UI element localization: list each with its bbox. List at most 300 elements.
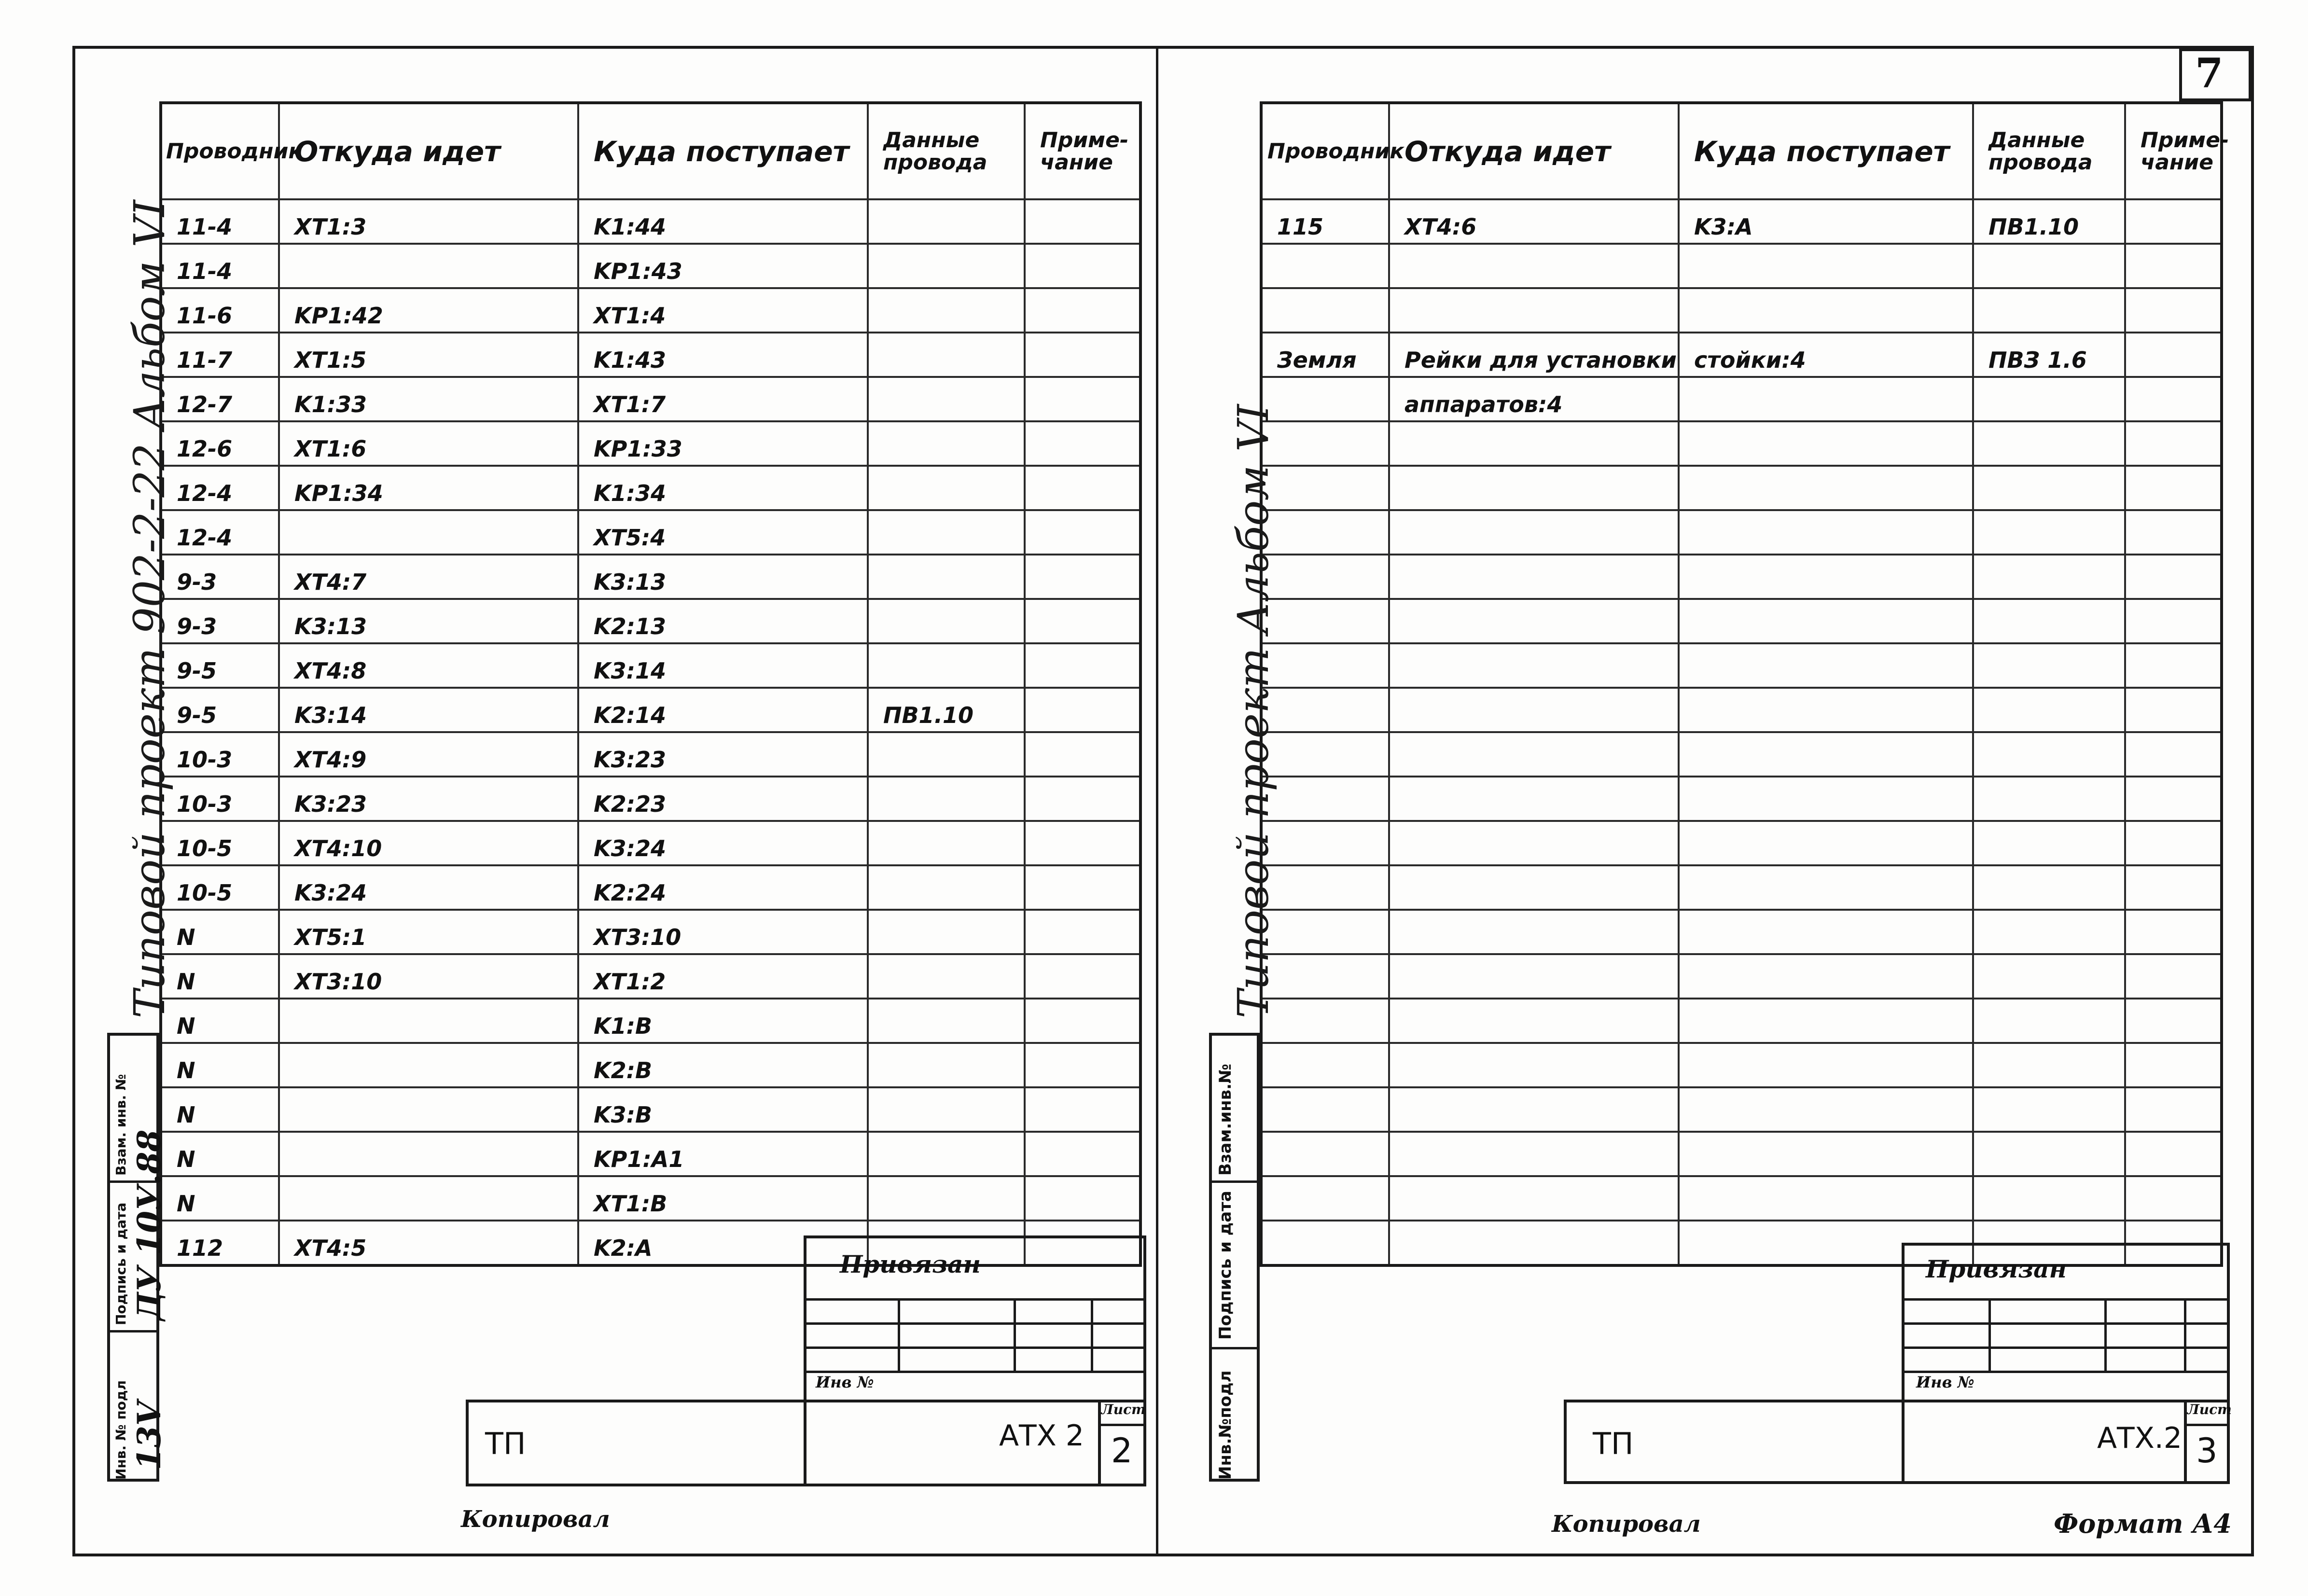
margin-strip-left (107, 1033, 168, 1482)
table-row-left-row (161, 244, 1140, 288)
table-row-right-row (1261, 466, 2222, 510)
table-row-right-row (1261, 954, 2222, 999)
table-row-right-row (1261, 510, 2222, 555)
cell-wire-data (1973, 732, 2125, 777)
cell-note (1025, 865, 1140, 910)
cell-note (1025, 821, 1140, 865)
cell-from (1389, 999, 1679, 1043)
cell-from: K3:14 (279, 688, 578, 732)
col-header-from: Откуда идет (279, 103, 578, 199)
margin-label-inv: Инв. № подл (113, 1380, 129, 1480)
cell-note (2125, 288, 2222, 333)
cell-to: KP1:43 (578, 244, 868, 288)
col-header-note-r: Приме-чание (2125, 103, 2222, 199)
cell-note (2125, 910, 2222, 954)
cell-wire: 11-7 (161, 333, 279, 377)
cell-from (279, 1132, 578, 1176)
table-row-right-row (1261, 865, 2222, 910)
cell-wire: N (161, 1043, 279, 1087)
table-row-left-row (161, 199, 1140, 244)
cell-wire-data (868, 732, 1025, 777)
table-row-right-row (1261, 910, 2222, 954)
cell-wire-data (1973, 688, 2125, 732)
cell-to: K3:A (1679, 199, 1973, 244)
cell-wire-data (868, 1132, 1025, 1176)
cell-from (1389, 1132, 1679, 1176)
cell-note (2125, 999, 2222, 1043)
cell-to: K1:B (578, 999, 868, 1043)
side-stamp-right: Типовой проект Альбом VI (1228, 404, 1278, 1018)
cell-wire-data (1973, 954, 2125, 999)
cell-from (1389, 688, 1679, 732)
cell-wire: 12-4 (161, 510, 279, 555)
cell-wire (1261, 1221, 1389, 1265)
cell-from (279, 1087, 578, 1132)
cell-wire: 9-3 (161, 555, 279, 599)
cell-to: K3:14 (578, 643, 868, 688)
cell-to (1679, 865, 1973, 910)
cell-wire (1261, 421, 1389, 466)
cell-wire (1261, 777, 1389, 821)
cell-wire: 11-6 (161, 288, 279, 333)
cell-wire-data (868, 599, 1025, 643)
cell-wire (1261, 510, 1389, 555)
table-row-right-row (1261, 688, 2222, 732)
cell-to (1679, 377, 1973, 421)
cell-to: K2:A (578, 1221, 868, 1265)
cell-note (2125, 244, 2222, 288)
table-row-right-row (1261, 1176, 2222, 1221)
cell-to (1679, 1132, 1973, 1176)
cell-wire-data (868, 643, 1025, 688)
table-row-right-row (1261, 599, 2222, 643)
format-label: Формат А4 (2054, 1508, 2232, 1539)
cell-from (1389, 1221, 1679, 1265)
cell-from (279, 999, 578, 1043)
cell-from: K3:13 (279, 599, 578, 643)
cell-note (1025, 1087, 1140, 1132)
cell-wire: N (161, 1087, 279, 1132)
cell-wire-data (868, 333, 1025, 377)
table-row-left-row (161, 688, 1140, 732)
cell-to (1679, 999, 1973, 1043)
cell-note (1025, 1043, 1140, 1087)
table-row-left-row (161, 599, 1140, 643)
margin-label-vzam: Взам. инв. № (113, 1074, 129, 1176)
cell-wire-data (1973, 599, 2125, 643)
cell-to (1679, 821, 1973, 865)
cell-wire (1261, 377, 1389, 421)
cell-from: XT5:1 (279, 910, 578, 954)
cell-to: K2:13 (578, 599, 868, 643)
table-row-right-row (1261, 377, 2222, 421)
margin-label-inv-r: Инв.№подл (1216, 1370, 1235, 1480)
cell-note (1025, 377, 1140, 421)
cell-to: XT1:B (578, 1176, 868, 1221)
table-row-left-row (161, 777, 1140, 821)
cell-wire: 11-4 (161, 199, 279, 244)
cell-note (2125, 599, 2222, 643)
cell-wire (1261, 599, 1389, 643)
table-row-left-row (161, 954, 1140, 999)
cell-to (1679, 599, 1973, 643)
cell-note (2125, 555, 2222, 599)
table-row-left-row (161, 421, 1140, 466)
center-fold-line (1156, 46, 1158, 1556)
cell-to (1679, 643, 1973, 688)
cell-wire: 12-4 (161, 466, 279, 510)
cell-wire-data (868, 1043, 1025, 1087)
cell-from (279, 510, 578, 555)
cell-note (2125, 466, 2222, 510)
cell-note (2125, 333, 2222, 377)
cell-from: XT1:6 (279, 421, 578, 466)
cell-wire-data (1973, 555, 2125, 599)
cell-to: XT1:7 (578, 377, 868, 421)
cell-note (1025, 555, 1140, 599)
cell-wire-data (1973, 510, 2125, 555)
cell-wire (1261, 1132, 1389, 1176)
cell-wire: Земля (1261, 333, 1389, 377)
cell-note (1025, 599, 1140, 643)
cell-to: K3:24 (578, 821, 868, 865)
cell-to: стойки:4 (1679, 333, 1973, 377)
cell-to: KP1:33 (578, 421, 868, 466)
cell-note (2125, 421, 2222, 466)
cell-note (2125, 821, 2222, 865)
cell-to (1679, 288, 1973, 333)
col-header-wire-r: Проводник (1261, 103, 1389, 199)
cell-note (1025, 333, 1140, 377)
cell-from (1389, 865, 1679, 910)
table-row-right-row (1261, 555, 2222, 599)
cell-wire-data (868, 865, 1025, 910)
cell-wire (1261, 910, 1389, 954)
cell-wire-data (868, 821, 1025, 865)
cell-from: KP1:34 (279, 466, 578, 510)
cell-to: K3:13 (578, 555, 868, 599)
cell-to: XT3:10 (578, 910, 868, 954)
cell-note (2125, 954, 2222, 999)
cell-note (1025, 1132, 1140, 1176)
cell-to (1679, 732, 1973, 777)
cell-to: K2:B (578, 1043, 868, 1087)
table-row-right-row (1261, 1087, 2222, 1132)
cell-note (1025, 954, 1140, 999)
cell-from: XT1:3 (279, 199, 578, 244)
table-row-left-row (161, 288, 1140, 333)
cell-note (1025, 732, 1140, 777)
cell-to (1679, 244, 1973, 288)
col-header-from-r: Откуда идет (1389, 103, 1679, 199)
cell-from (1389, 1043, 1679, 1087)
margin-strip-right (1209, 1033, 1260, 1482)
cell-wire (1261, 643, 1389, 688)
title-sheet-code-left: АТХ 2 (999, 1419, 1084, 1453)
cell-wire-data (1973, 1132, 2125, 1176)
cell-wire (1261, 466, 1389, 510)
cell-wire: 10-5 (161, 865, 279, 910)
cell-wire: 9-5 (161, 688, 279, 732)
table-row-right-row (1261, 999, 2222, 1043)
table-body-right (1261, 199, 2222, 1265)
col-header-wire: Проводник (161, 103, 279, 199)
cell-note (1025, 288, 1140, 333)
table-row-left-row (161, 732, 1140, 777)
cell-from: KP1:42 (279, 288, 578, 333)
table-row-right-row (1261, 244, 2222, 288)
cell-to (1679, 555, 1973, 599)
table-row-left-row (161, 1132, 1140, 1176)
table-row-left-row (161, 1087, 1140, 1132)
cell-wire (1261, 732, 1389, 777)
cell-to (1679, 421, 1973, 466)
table-row-left-row (161, 333, 1140, 377)
title-privyazan-right: Привязан (1926, 1255, 2067, 1283)
cell-from (1389, 466, 1679, 510)
cell-wire-data (1973, 643, 2125, 688)
col-header-wire-data-r: Данные провода (1973, 103, 2125, 199)
cell-wire-data (1973, 466, 2125, 510)
cell-wire-data (1973, 999, 2125, 1043)
cell-wire (1261, 244, 1389, 288)
sheet-label-right: Лист (2187, 1402, 2232, 1417)
cell-wire-data (1973, 821, 2125, 865)
margin-inv-value: 13V (130, 1401, 168, 1470)
table-row-right-row (1261, 199, 2222, 244)
cell-note (2125, 377, 2222, 421)
table-body-left (161, 199, 1140, 1265)
cell-wire-data (868, 777, 1025, 821)
title-inv-left: Инв № (816, 1373, 874, 1391)
cell-wire-data (868, 377, 1025, 421)
table-row-left-row (161, 377, 1140, 421)
cell-from (1389, 288, 1679, 333)
cell-wire (1261, 999, 1389, 1043)
cell-from (1389, 732, 1679, 777)
cell-to (1679, 1043, 1973, 1087)
cell-from: XT1:5 (279, 333, 578, 377)
cell-wire: 9-3 (161, 599, 279, 643)
title-inv-right: Инв № (1916, 1373, 1974, 1391)
cell-from: XT4:5 (279, 1221, 578, 1265)
cell-wire-data (1973, 377, 2125, 421)
margin-label-vzam-r: Взам.инв.№ (1216, 1064, 1235, 1176)
cell-from: K3:23 (279, 777, 578, 821)
cell-wire-data (868, 466, 1025, 510)
cell-to (1679, 777, 1973, 821)
cell-note (2125, 1132, 2222, 1176)
margin-label-sign-date: Подпись и дата (113, 1202, 129, 1325)
cell-wire-data (868, 288, 1025, 333)
cell-note (2125, 865, 2222, 910)
cell-wire-data (868, 421, 1025, 466)
cell-wire (1261, 865, 1389, 910)
cell-to: K3:23 (578, 732, 868, 777)
table-row-right-row (1261, 643, 2222, 688)
cell-from (1389, 910, 1679, 954)
cell-from (279, 244, 578, 288)
cell-to (1679, 1087, 1973, 1132)
cell-wire: 10-5 (161, 821, 279, 865)
cell-note (1025, 777, 1140, 821)
title-privyazan-left: Привязан (840, 1250, 981, 1278)
sheet-number-left: 2 (1111, 1431, 1133, 1471)
table-row-right-row (1261, 777, 2222, 821)
cell-from (1389, 777, 1679, 821)
cell-note (1025, 421, 1140, 466)
table-row-right-row (1261, 821, 2222, 865)
cell-wire (1261, 288, 1389, 333)
cell-to (1679, 688, 1973, 732)
cell-wire: 10-3 (161, 777, 279, 821)
cell-wire-data (868, 1087, 1025, 1132)
cell-to: XT1:2 (578, 954, 868, 999)
cell-note (1025, 466, 1140, 510)
cell-to: XT5:4 (578, 510, 868, 555)
table-row-left-row (161, 910, 1140, 954)
cell-wire: 115 (1261, 199, 1389, 244)
side-stamp-left: Типовой проект 902-2-22 Альбом VI (125, 200, 174, 1018)
table-row-left-row (161, 555, 1140, 599)
title-doc-code-right: ТП (1593, 1426, 1634, 1461)
cell-note (2125, 199, 2222, 244)
cell-to: K1:43 (578, 333, 868, 377)
cell-wire: 11-4 (161, 244, 279, 288)
cell-wire-data (1973, 288, 2125, 333)
cell-wire: 10-3 (161, 732, 279, 777)
cell-from: K3:24 (279, 865, 578, 910)
cell-wire (1261, 555, 1389, 599)
margin-sign-date-value: ДУ 10У.88 (130, 1129, 168, 1320)
table-row-left-row (161, 821, 1140, 865)
cell-wire-data (868, 244, 1025, 288)
cell-from: аппаратов:4 (1389, 377, 1679, 421)
cell-wire: 112 (161, 1221, 279, 1265)
cell-note (1025, 510, 1140, 555)
cell-to: K2:23 (578, 777, 868, 821)
cell-wire-data: ПВЗ 1.6 (1973, 333, 2125, 377)
cell-wire-data (1973, 1043, 2125, 1087)
wire-table-right (1260, 101, 2229, 1267)
cell-wire-data (868, 199, 1025, 244)
cell-note (2125, 732, 2222, 777)
table-row-left-row (161, 510, 1140, 555)
title-sheet-code-right: АТХ.2 (2097, 1421, 2183, 1455)
cell-note (2125, 643, 2222, 688)
cell-note (1025, 999, 1140, 1043)
cell-from: XT4:10 (279, 821, 578, 865)
cell-to (1679, 910, 1973, 954)
cell-to: K1:44 (578, 199, 868, 244)
cell-wire-data (868, 954, 1025, 999)
cell-wire: 12-7 (161, 377, 279, 421)
cell-note (1025, 643, 1140, 688)
cell-wire (1261, 821, 1389, 865)
cell-to (1679, 510, 1973, 555)
table-row-left-row (161, 643, 1140, 688)
cell-from (279, 1176, 578, 1221)
cell-from (1389, 421, 1679, 466)
cell-wire-data: ПВ1.10 (1973, 199, 2125, 244)
cell-from (1389, 1087, 1679, 1132)
cell-to: K1:34 (578, 466, 868, 510)
cell-from: Рейки для установки (1389, 333, 1679, 377)
cell-from (1389, 643, 1679, 688)
cell-note (1025, 244, 1140, 288)
page-number: 7 (2195, 49, 2224, 97)
cell-to: K2:14 (578, 688, 868, 732)
cell-wire-data (1973, 421, 2125, 466)
margin-label-sign-date-r: Подпись и дата (1216, 1191, 1235, 1340)
cell-to: KP1:A1 (578, 1132, 868, 1176)
copied-by-left: Копировал (461, 1506, 610, 1533)
cell-to: XT1:4 (578, 288, 868, 333)
table-row-right-row (1261, 288, 2222, 333)
cell-to (1679, 1176, 1973, 1221)
cell-wire-data (1973, 777, 2125, 821)
cell-wire (1261, 1176, 1389, 1221)
cell-from: XT4:7 (279, 555, 578, 599)
cell-wire-data (868, 999, 1025, 1043)
cell-wire (1261, 1087, 1389, 1132)
table-row-right-row (1261, 1043, 2222, 1087)
cell-to (1679, 466, 1973, 510)
table-row-left-row (161, 466, 1140, 510)
cell-from: XT4:9 (279, 732, 578, 777)
cell-wire (1261, 1043, 1389, 1087)
cell-note (1025, 688, 1140, 732)
cell-note (2125, 688, 2222, 732)
table-row-left-row (161, 865, 1140, 910)
cell-from (1389, 599, 1679, 643)
table-row-right-row (1261, 732, 2222, 777)
cell-wire: N (161, 910, 279, 954)
cell-wire (1261, 954, 1389, 999)
cell-to: K3:B (578, 1087, 868, 1132)
cell-wire: N (161, 999, 279, 1043)
cell-from (1389, 1176, 1679, 1221)
cell-wire: 9-5 (161, 643, 279, 688)
cell-from (1389, 555, 1679, 599)
cell-from: XT4:6 (1389, 199, 1679, 244)
cell-from (1389, 244, 1679, 288)
cell-note (2125, 1176, 2222, 1221)
cell-note (2125, 1043, 2222, 1087)
cell-from (279, 1043, 578, 1087)
cell-from (1389, 821, 1679, 865)
cell-to: K2:24 (578, 865, 868, 910)
cell-note (1025, 199, 1140, 244)
cell-wire-data (1973, 865, 2125, 910)
cell-note (2125, 777, 2222, 821)
cell-wire: N (161, 1176, 279, 1221)
table-row-left-row (161, 999, 1140, 1043)
cell-wire-data (1973, 244, 2125, 288)
cell-wire: 12-6 (161, 421, 279, 466)
cell-from: XT4:8 (279, 643, 578, 688)
cell-wire-data (868, 510, 1025, 555)
cell-wire (1261, 688, 1389, 732)
col-header-wire-data: Данные провода (868, 103, 1025, 199)
cell-note (2125, 510, 2222, 555)
copied-by-right: Копировал (1552, 1511, 1701, 1538)
cell-from (1389, 954, 1679, 999)
table-row-right-row (1261, 333, 2222, 377)
cell-wire-data (868, 555, 1025, 599)
title-doc-code-left: ТП (485, 1426, 526, 1461)
col-header-note: Приме-чание (1025, 103, 1140, 199)
